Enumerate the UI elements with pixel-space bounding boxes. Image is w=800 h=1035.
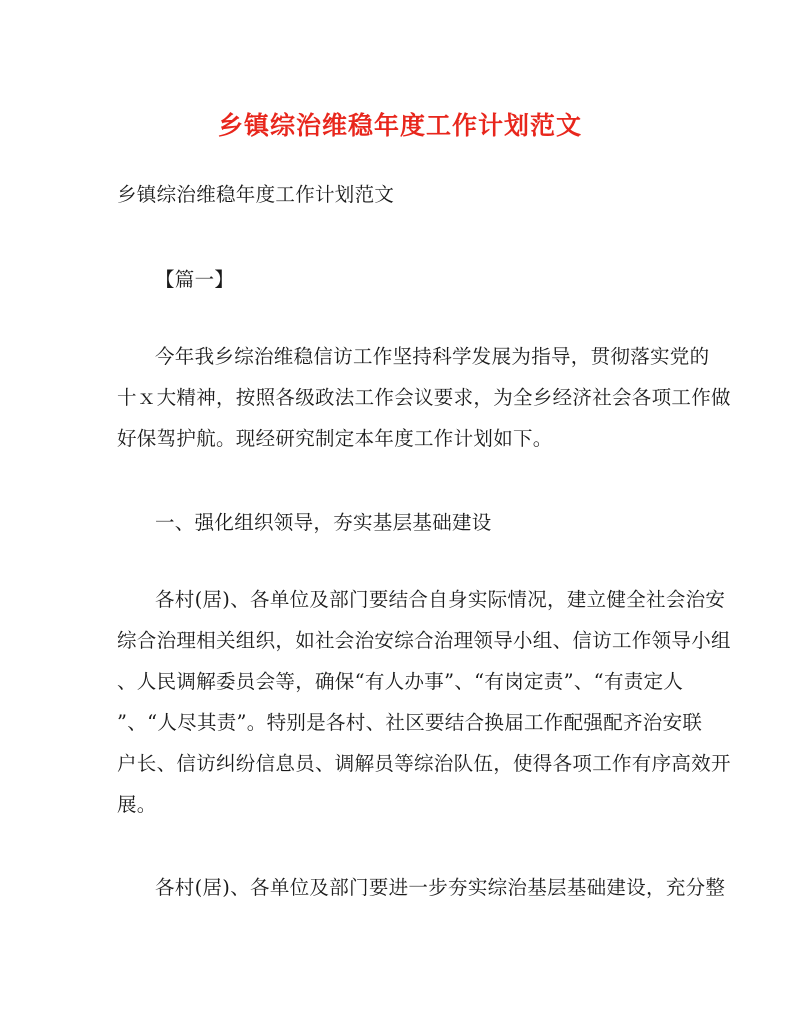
document-title: 乡镇综治维稳年度工作计划范文 xyxy=(217,111,582,140)
paragraph-2-line-1: 各村(居)、各单位及部门要结合自身实际情况，建立健全社会治安 xyxy=(155,588,726,611)
paragraph-1-line-1: 今年我乡综治维稳信访工作坚持科学发展为指导，贯彻落实党的 xyxy=(155,345,710,368)
paragraph-3-line-1: 各村(居)、各单位及部门要进一步夯实综治基层基础建设，充分整 xyxy=(155,876,726,899)
paragraph-2-line-6: 展。 xyxy=(117,793,157,816)
paragraph-1-line-3: 好保驾护航。现经研究制定本年度工作计划如下。 xyxy=(117,427,553,450)
paragraph-2-line-4: ”、“人尽其责”。特别是各村、社区要结合换届工作配强配齐治安联 xyxy=(117,711,703,734)
paragraph-2-line-2: 综合治理相关组织，如社会治安综合治理领导小组、信访工作领导小组 xyxy=(117,629,731,652)
section-heading-1: 一、强化组织领导，夯实基层基础建设 xyxy=(155,511,492,534)
paragraph-2-line-5: 户长、信访纠纷信息员、调解员等综治队伍，使得各项工作有序高效开 xyxy=(117,752,731,775)
paragraph-2-line-3: 、人民调解委员会等，确保“有人办事”、“有岗定责”、“有责定人 xyxy=(117,670,684,693)
paragraph-1-line-2: 十ｘ大精神，按照各级政法工作会议要求，为全乡经济社会各项工作做 xyxy=(117,386,731,409)
section-marker: 【篇一】 xyxy=(155,268,235,291)
document-subtitle: 乡镇综治维稳年度工作计划范文 xyxy=(117,183,395,206)
